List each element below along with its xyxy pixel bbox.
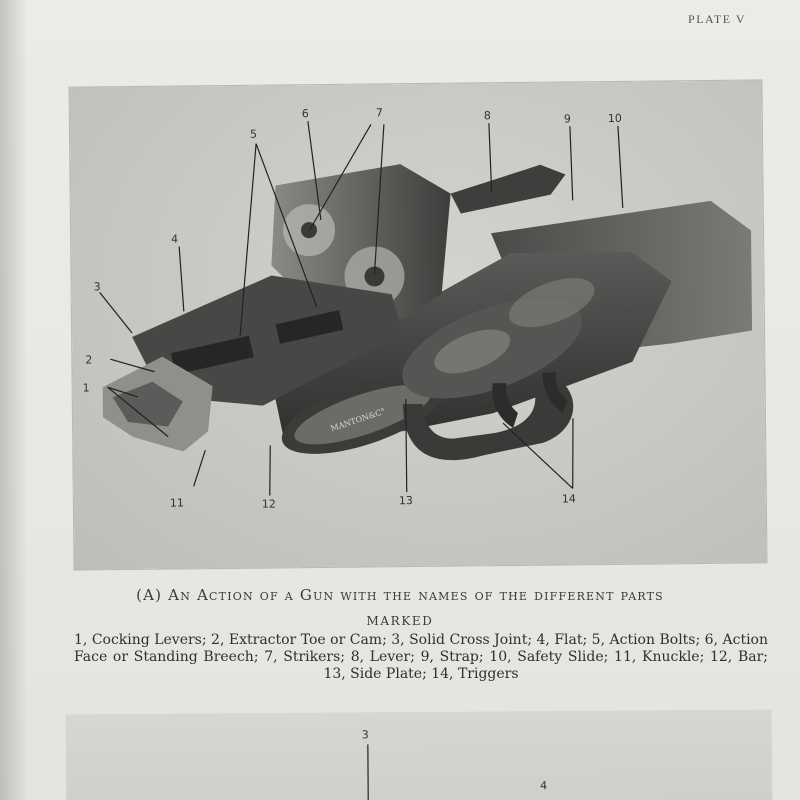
second-photo: [66, 710, 773, 800]
callout-5: 5: [249, 127, 258, 141]
callout-1: 1: [82, 381, 90, 395]
callout-9: 9: [563, 112, 571, 126]
engraving-text: MANTON&C°: [329, 406, 387, 434]
callout-2: 2: [85, 353, 93, 367]
callout-3: 3: [93, 280, 101, 294]
callout-8: 8: [483, 109, 491, 123]
callout-7: 7: [375, 106, 383, 120]
spine-shadow: [0, 0, 28, 800]
gun-action-illustration: [69, 80, 766, 569]
callout-13: 13: [398, 494, 413, 508]
second-photo-callouts: [66, 710, 773, 800]
figure-caption-title: (A) An Action of a Gun with the names of the different parts: [136, 586, 664, 604]
callout-4: 4: [171, 232, 179, 246]
callout-b-3: 3: [361, 728, 369, 742]
callout-14: 14: [561, 492, 576, 506]
parts-legend: 1, Cocking Levers; 2, Extractor Toe or Cam; 3, Solid Cross Joint; 4, Flat; 5, Action Bolts; 6, Action Face or Standing Breech; 7, Strikers; 8, Lever; 9, Strap; 10, Safety Slide; 11, Knuckle; 12, Bar; 13, Side Plate; 14, Triggers: [74, 632, 768, 682]
gun-action-photo: [69, 80, 766, 569]
figure-caption-subtitle: MARKED: [366, 614, 434, 628]
plate-label: PLATE V: [688, 12, 746, 26]
callout-6: 6: [301, 107, 309, 121]
callout-10: 10: [607, 111, 622, 126]
callout-11: 11: [169, 496, 184, 510]
callout-12: 12: [261, 497, 276, 511]
callout-b-4: 4: [540, 779, 548, 793]
